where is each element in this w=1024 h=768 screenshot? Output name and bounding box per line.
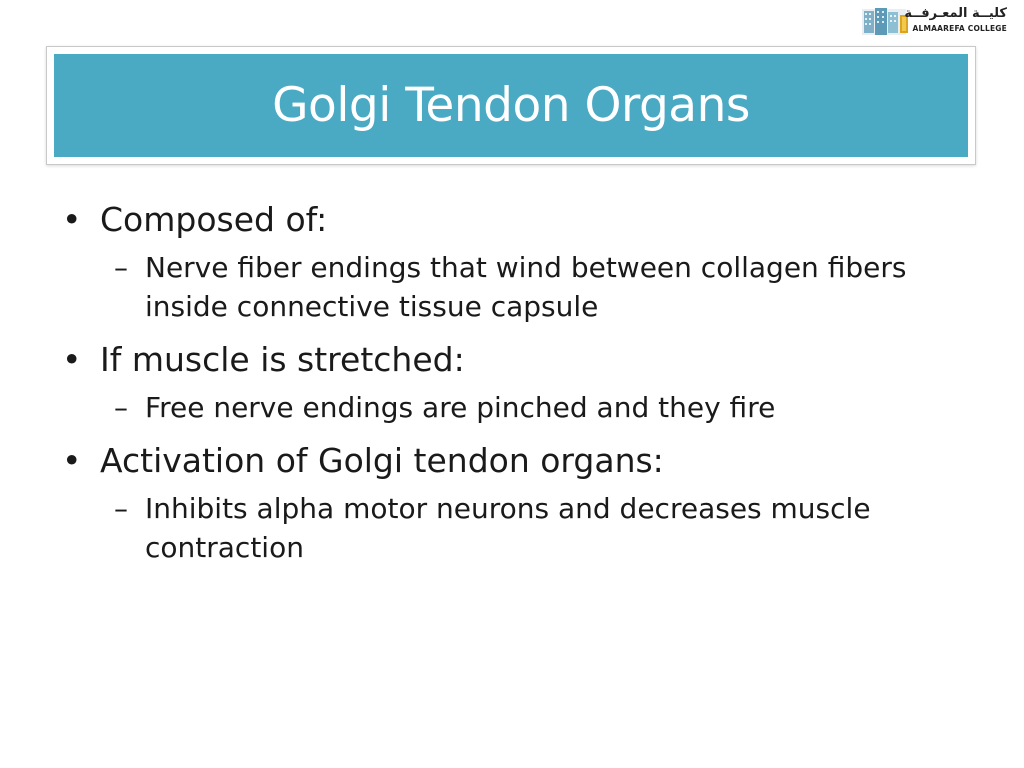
bullet-text: Activation of Golgi tendon organs: xyxy=(100,441,664,480)
logo-latin-text: ALMAAREFA COLLEGE xyxy=(912,24,1007,33)
logo-arabic-text: كليــة المعـرفــة xyxy=(904,6,1007,21)
sub-bullet-text: Inhibits alpha motor neurons and decreases muscle contraction xyxy=(145,492,871,564)
sub-bullet-item xyxy=(60,489,960,567)
bullet-item xyxy=(60,439,960,483)
slide-title: Golgi Tendon Organs xyxy=(272,78,750,133)
college-logo xyxy=(862,5,1007,37)
bullet-item xyxy=(60,198,960,242)
sub-bullet-item xyxy=(60,248,960,326)
sub-bullet-text: Nerve fiber endings that wind between collagen fibers inside connective tissue capsule xyxy=(145,251,907,323)
slide-content xyxy=(60,198,960,567)
bullet-text: If muscle is stretched: xyxy=(100,340,465,379)
bullet-text: Composed of: xyxy=(100,200,328,239)
sub-bullet-item xyxy=(60,388,960,427)
bullet-item xyxy=(60,338,960,382)
sub-bullet-marker: – xyxy=(114,391,128,424)
building-logo-icon xyxy=(862,5,910,37)
sub-bullet-marker: – xyxy=(114,251,128,284)
sub-bullet-marker: – xyxy=(114,492,128,525)
bullet-marker: • xyxy=(62,340,82,379)
bullet-marker: • xyxy=(62,200,82,239)
sub-bullet-text: Free nerve endings are pinched and they fire xyxy=(145,391,776,424)
title-box xyxy=(54,54,968,157)
bullet-marker: • xyxy=(62,441,82,480)
title-frame xyxy=(46,46,976,165)
